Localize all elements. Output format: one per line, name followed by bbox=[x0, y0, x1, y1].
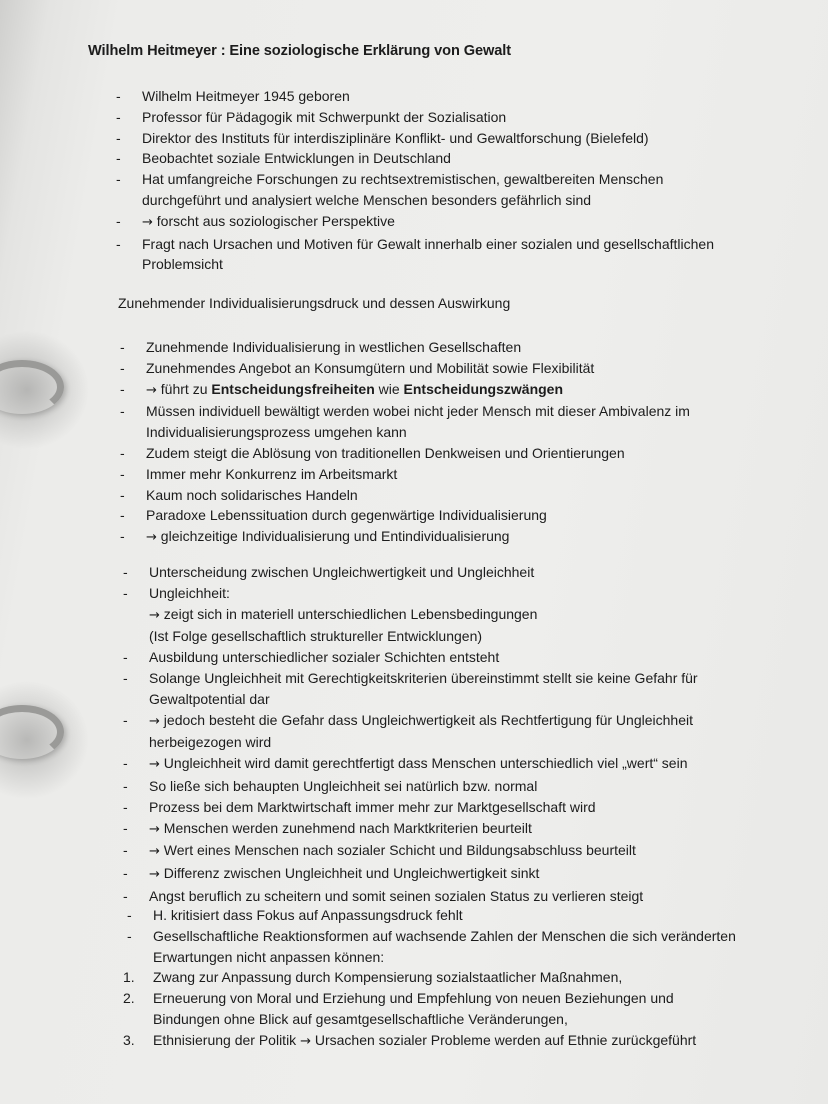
arrow-icon: → bbox=[300, 1033, 311, 1049]
inequality-list bbox=[123, 562, 789, 907]
arrow-icon: → bbox=[149, 867, 160, 883]
list-item: - Kaum noch solidarisches Handeln bbox=[120, 486, 358, 503]
list-item: - Zudem steigt die Ablösung von traditionellen Denkweisen und Orientierungen bbox=[120, 444, 625, 461]
list-item: - Ausbildung unterschiedlicher sozialer Schichten entsteht bbox=[123, 649, 500, 666]
list-item: - → Differenz zwischen Ungleichheit und Ungleichwertigkeit sinkt bbox=[123, 865, 540, 883]
arrow-icon: → bbox=[146, 382, 157, 398]
list-item: - → Menschen werden zunehmend nach Marktkriterien beurteilt bbox=[123, 819, 532, 837]
list-item: - → führt zu Entscheidungsfreiheiten wie Entscheidungszwängen bbox=[120, 380, 564, 398]
arrow-icon: → bbox=[149, 713, 160, 729]
list-item: - Paradoxe Lebenssituation durch gegenwärtige Individualisierung bbox=[120, 507, 547, 524]
list-item: - So ließe sich behaupten Ungleichheit sei natürlich bzw. normal bbox=[123, 777, 538, 794]
section-heading: Zunehmender Individualisierungsdruck und dessen Auswirkung bbox=[118, 295, 511, 311]
list-item: - Zunehmendes Angebot an Konsumgütern und Mobilität sowie Flexibilität bbox=[120, 359, 595, 376]
list-item: - Wilhelm Heitmeyer 1945 geboren bbox=[116, 88, 350, 104]
numbered-item: 2. Erneuerung von Moral und Erziehung und Empfehlung von neuen Beziehungen und Bindungen ohne Blick auf gesamtgesellschaftliche Veränderungen, bbox=[123, 990, 674, 1027]
numbered-item: 3. Ethnisierung der Politik → Ursachen sozialer Probleme werden auf Ethnie zurückgeführt bbox=[123, 1031, 697, 1049]
list-item: - Immer mehr Konkurrenz im Arbeitsmarkt bbox=[120, 465, 398, 482]
list-item: (Ist Folge gesellschaftlich struktureller Entwicklungen) bbox=[149, 628, 483, 645]
list-item: - Zunehmende Individualisierung in westlichen Gesellschaften bbox=[120, 339, 522, 355]
arrow-icon: → bbox=[146, 530, 157, 546]
list-item: → zeigt sich in materiell unterschiedlichen Lebensbedingungen bbox=[149, 605, 538, 623]
arrow-icon: → bbox=[149, 844, 160, 860]
list-item: - → forscht aus soziologischer Perspektive bbox=[116, 212, 395, 230]
arrow-icon: → bbox=[149, 757, 160, 773]
list-item: - Gesellschaftliche Reaktionsformen auf wachsende Zahlen der Menschen die sich veränderten Erwartungen nicht anpassen können: bbox=[127, 927, 736, 965]
critique-list bbox=[123, 905, 793, 1053]
list-item: - Unterscheidung zwischen Ungleichwertigkeit und Ungleichheit bbox=[123, 564, 535, 580]
list-item: - → Wert eines Menschen nach sozialer Schicht und Bildungsabschluss beurteilt bbox=[123, 842, 636, 860]
document-title: Wilhelm Heitmeyer : Eine soziologische Erklärung von Gewalt bbox=[88, 43, 511, 59]
list-item: - Ungleichheit: bbox=[123, 584, 230, 601]
list-item: - H. kritisiert dass Fokus auf Anpassungsdruck fehlt bbox=[127, 907, 463, 923]
list-item: - Professor für Pädagogik mit Schwerpunkt der Sozialisation bbox=[116, 108, 507, 125]
arrow-icon: → bbox=[142, 214, 153, 230]
list-item: - Fragt nach Ursachen und Motiven für Gewalt innerhalb einer sozialen und gesellschaftlichen Problemsicht bbox=[116, 235, 714, 273]
list-item: - → jedoch besteht die Gefahr dass Ungleichwertigkeit als Rechtfertigung für Ungleichheit herbeigezogen wird bbox=[123, 711, 693, 751]
individualization-list bbox=[120, 337, 786, 549]
arrow-icon: → bbox=[149, 821, 160, 837]
arrow-icon: → bbox=[149, 607, 160, 623]
list-item: - Hat umfangreiche Forschungen zu rechtsextremistischen, gewaltbereiten Menschen durchgeführt und analysiert welche Menschen besonders gefährlich sind bbox=[116, 171, 664, 208]
list-item: - Solange Ungleichheit mit Gerechtigkeitskriterien übereinstimmt stellt sie keine Gefahr für Gewaltpotential dar bbox=[123, 669, 698, 707]
list-item: - Beobachtet soziale Entwicklungen in Deutschland bbox=[116, 150, 451, 167]
list-item: - Direktor des Instituts für interdisziplinäre Konflikt- und Gewaltforschung (Bielefeld) bbox=[116, 129, 649, 146]
list-item: - → Ungleichheit wird damit gerechtfertigt dass Menschen unterschiedlich viel „wert“ sein bbox=[123, 755, 688, 773]
biography-list bbox=[116, 86, 782, 275]
list-item: - → gleichzeitige Individualisierung und Entindividualisierung bbox=[120, 528, 510, 546]
list-item: - Angst beruflich zu scheitern und somit seinen sozialen Status zu verlieren steigt bbox=[123, 887, 644, 904]
list-item: - Prozess bei dem Marktwirtschaft immer mehr zur Marktgesellschaft wird bbox=[123, 798, 596, 815]
list-item: - Müssen individuell bewältigt werden wobei nicht jeder Mensch mit dieser Ambivalenz im Individualisierungsprozess umgehen kann bbox=[120, 403, 690, 441]
numbered-item: 1. Zwang zur Anpassung durch Kompensierung sozialstaatlicher Maßnahmen, bbox=[123, 969, 623, 986]
